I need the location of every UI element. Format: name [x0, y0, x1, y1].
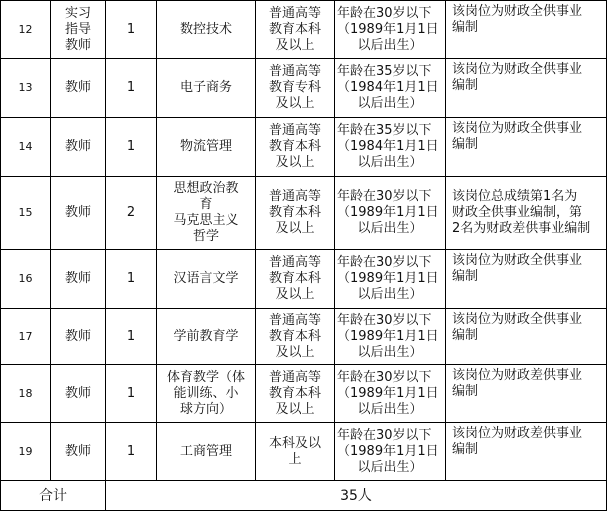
age-requirement-cell: [335, 309, 446, 365]
count-cell: [106, 309, 157, 365]
major-cell-text: 物流管理: [179, 139, 232, 154]
note-cell: [446, 59, 607, 118]
position-cell: [51, 118, 106, 177]
count-cell: [106, 59, 157, 118]
age-requirement-cell: [335, 59, 446, 118]
row-number: [1, 423, 51, 481]
position-cell: [51, 423, 106, 481]
position-cell: [51, 309, 106, 365]
position-cell-text: 实习 指导 教师: [64, 5, 91, 53]
table-row: [1, 118, 607, 177]
education-cell-text: 普通高等 教育本科 及以上: [268, 255, 321, 302]
education-cell: [256, 309, 335, 365]
age-requirement-cell: [335, 423, 446, 481]
row-number: [1, 1, 51, 59]
row-number: [1, 365, 51, 423]
table-row: [1, 1, 607, 59]
major-cell: [157, 309, 256, 365]
major-cell-text: 工商管理: [179, 443, 232, 459]
table-row: [1, 365, 607, 423]
education-cell: [256, 118, 335, 177]
age-requirement-line: 年龄在35岁以下: [337, 123, 432, 138]
age-requirement-line: （1984年1月1日: [337, 139, 439, 154]
education-cell-text: 普通高等 教育本科 及以上: [268, 369, 321, 417]
education-cell-text: 普通高等 教育本科 及以上: [268, 312, 321, 360]
note-cell-text: 该岗位为财政差供事业 编制: [452, 426, 583, 457]
age-requirement-line: （1984年1月1日: [337, 80, 439, 95]
major-cell: [157, 250, 256, 309]
major-cell-text: 汉语言文学: [173, 271, 239, 286]
education-cell-text: 本科及以 上: [268, 435, 321, 467]
age-requirement-cell: [335, 177, 446, 250]
table-row: [1, 59, 607, 118]
row-number: [1, 250, 51, 309]
note-cell-text: 该岗位为财政全供事业 编制: [452, 62, 583, 93]
major-cell-text: 思想政治教 育 马克思主义 哲学: [173, 181, 239, 244]
position-cell: [51, 1, 106, 59]
note-cell-text: 该岗位为财政全供事业 编制: [452, 121, 583, 152]
count-cell-text: 1: [126, 328, 136, 344]
major-cell-text: 数控技术: [179, 21, 232, 37]
position-cell: [51, 250, 106, 309]
position-cell-text: 教师: [64, 271, 91, 286]
education-cell: [256, 59, 335, 118]
major-cell: [157, 365, 256, 423]
row-number-text: 16: [18, 272, 33, 285]
major-cell: [157, 59, 256, 118]
age-requirement-line: 以后出生）: [357, 221, 423, 236]
row-number-text: 15: [18, 206, 33, 219]
education-cell: [256, 1, 335, 59]
education-cell-text: 普通高等 教育本科 及以上: [268, 189, 321, 236]
count-cell: [106, 1, 157, 59]
education-cell-text: 普通高等 教育专科 及以上: [268, 64, 321, 111]
position-cell-text: 教师: [64, 328, 91, 344]
age-requirement-line: 以后出生）: [357, 459, 423, 475]
age-requirement-line: （1989年1月1日: [337, 443, 439, 459]
note-cell: [446, 118, 607, 177]
age-requirement-line: （1989年1月1日: [337, 205, 439, 220]
major-cell: [157, 177, 256, 250]
major-cell: [157, 1, 256, 59]
row-number: [1, 59, 51, 118]
row-number-text: 12: [18, 22, 33, 36]
count-cell-text: 1: [126, 271, 136, 286]
count-cell: [106, 177, 157, 250]
age-requirement-line: 以后出生）: [357, 155, 423, 170]
count-cell: [106, 423, 157, 481]
total-value: 35人: [106, 481, 607, 511]
count-cell-text: 2: [126, 205, 136, 220]
row-number-text: 18: [18, 386, 33, 400]
row-number-text: 19: [18, 444, 33, 458]
table-row: [1, 309, 607, 365]
age-requirement-line: 年龄在30岁以下: [337, 427, 432, 443]
position-cell: [51, 177, 106, 250]
age-requirement-line: 以后出生）: [357, 37, 423, 53]
note-cell: [446, 423, 607, 481]
age-requirement-line: 以后出生）: [357, 401, 423, 417]
age-requirement-line: （1989年1月1日: [337, 21, 439, 37]
note-cell: [446, 365, 607, 423]
table-row: [1, 250, 607, 309]
education-cell: [256, 423, 335, 481]
age-requirement-line: 年龄在30岁以下: [337, 189, 432, 204]
position-cell-text: 教师: [64, 385, 91, 401]
education-cell-text: 普通高等 教育本科 及以上: [268, 123, 321, 170]
total-label: 合计: [1, 481, 106, 511]
note-cell-text: 该岗位为财政全供事业 编制: [452, 4, 583, 35]
age-requirement-line: 年龄在30岁以下: [337, 312, 432, 328]
position-cell-text: 教师: [64, 205, 91, 220]
major-cell-text: 体育教学（体 能训练、小 球方向）: [166, 369, 245, 417]
row-number: [1, 118, 51, 177]
age-requirement-line: （1989年1月1日: [337, 385, 439, 401]
note-cell: [446, 1, 607, 59]
major-cell: [157, 423, 256, 481]
position-cell: [51, 365, 106, 423]
count-cell-text: 1: [126, 80, 136, 95]
row-number-text: 17: [18, 329, 33, 343]
major-cell-text: 学前教育学: [173, 328, 239, 344]
position-cell-text: 教师: [64, 443, 91, 459]
major-cell-text: 电子商务: [179, 80, 232, 95]
note-cell-text: 该岗位为财政全供事业 编制: [452, 253, 583, 284]
position-cell-text: 教师: [64, 80, 91, 95]
age-requirement-line: 年龄在35岁以下: [337, 64, 432, 79]
age-requirement-line: （1989年1月1日: [337, 328, 439, 344]
major-cell: [157, 118, 256, 177]
position-cell: [51, 59, 106, 118]
row-number-text: 13: [18, 81, 33, 94]
count-cell-text: 1: [126, 21, 136, 37]
table-row: [1, 177, 607, 250]
age-requirement-line: 以后出生）: [357, 344, 423, 360]
position-cell-text: 教师: [64, 139, 91, 154]
note-cell: [446, 250, 607, 309]
count-cell-text: 1: [126, 443, 136, 459]
row-number-text: 14: [18, 140, 33, 153]
age-requirement-cell: [335, 250, 446, 309]
count-cell-text: 1: [126, 385, 136, 401]
age-requirement-line: 以后出生）: [357, 96, 423, 111]
note-cell: [446, 177, 607, 250]
count-cell: [106, 365, 157, 423]
education-cell: [256, 250, 335, 309]
note-cell-text: 该岗位总成绩第1名为 财政全供事业编制，第 2名为财政差供事业编制: [452, 189, 591, 236]
age-requirement-line: 年龄在30岁以下: [337, 369, 432, 385]
age-requirement-line: 年龄在30岁以下: [337, 255, 432, 270]
note-cell-text: 该岗位为财政差供事业 编制: [452, 368, 583, 399]
age-requirement-cell: [335, 365, 446, 423]
age-requirement-line: 以后出生）: [357, 287, 423, 302]
age-requirement-cell: [335, 1, 446, 59]
note-cell: [446, 309, 607, 365]
education-cell: [256, 365, 335, 423]
age-requirement-line: （1989年1月1日: [337, 271, 439, 286]
count-cell: [106, 118, 157, 177]
row-number: [1, 309, 51, 365]
note-cell-text: 该岗位为财政全供事业 编制: [452, 312, 583, 343]
education-cell: [256, 177, 335, 250]
age-requirement-cell: [335, 118, 446, 177]
row-number: [1, 177, 51, 250]
age-requirement-line: 年龄在30岁以下: [337, 5, 432, 21]
total-row: [1, 481, 607, 511]
table-row: [1, 423, 607, 481]
count-cell: [106, 250, 157, 309]
education-cell-text: 普通高等 教育本科 及以上: [268, 5, 321, 53]
count-cell-text: 1: [126, 139, 136, 154]
